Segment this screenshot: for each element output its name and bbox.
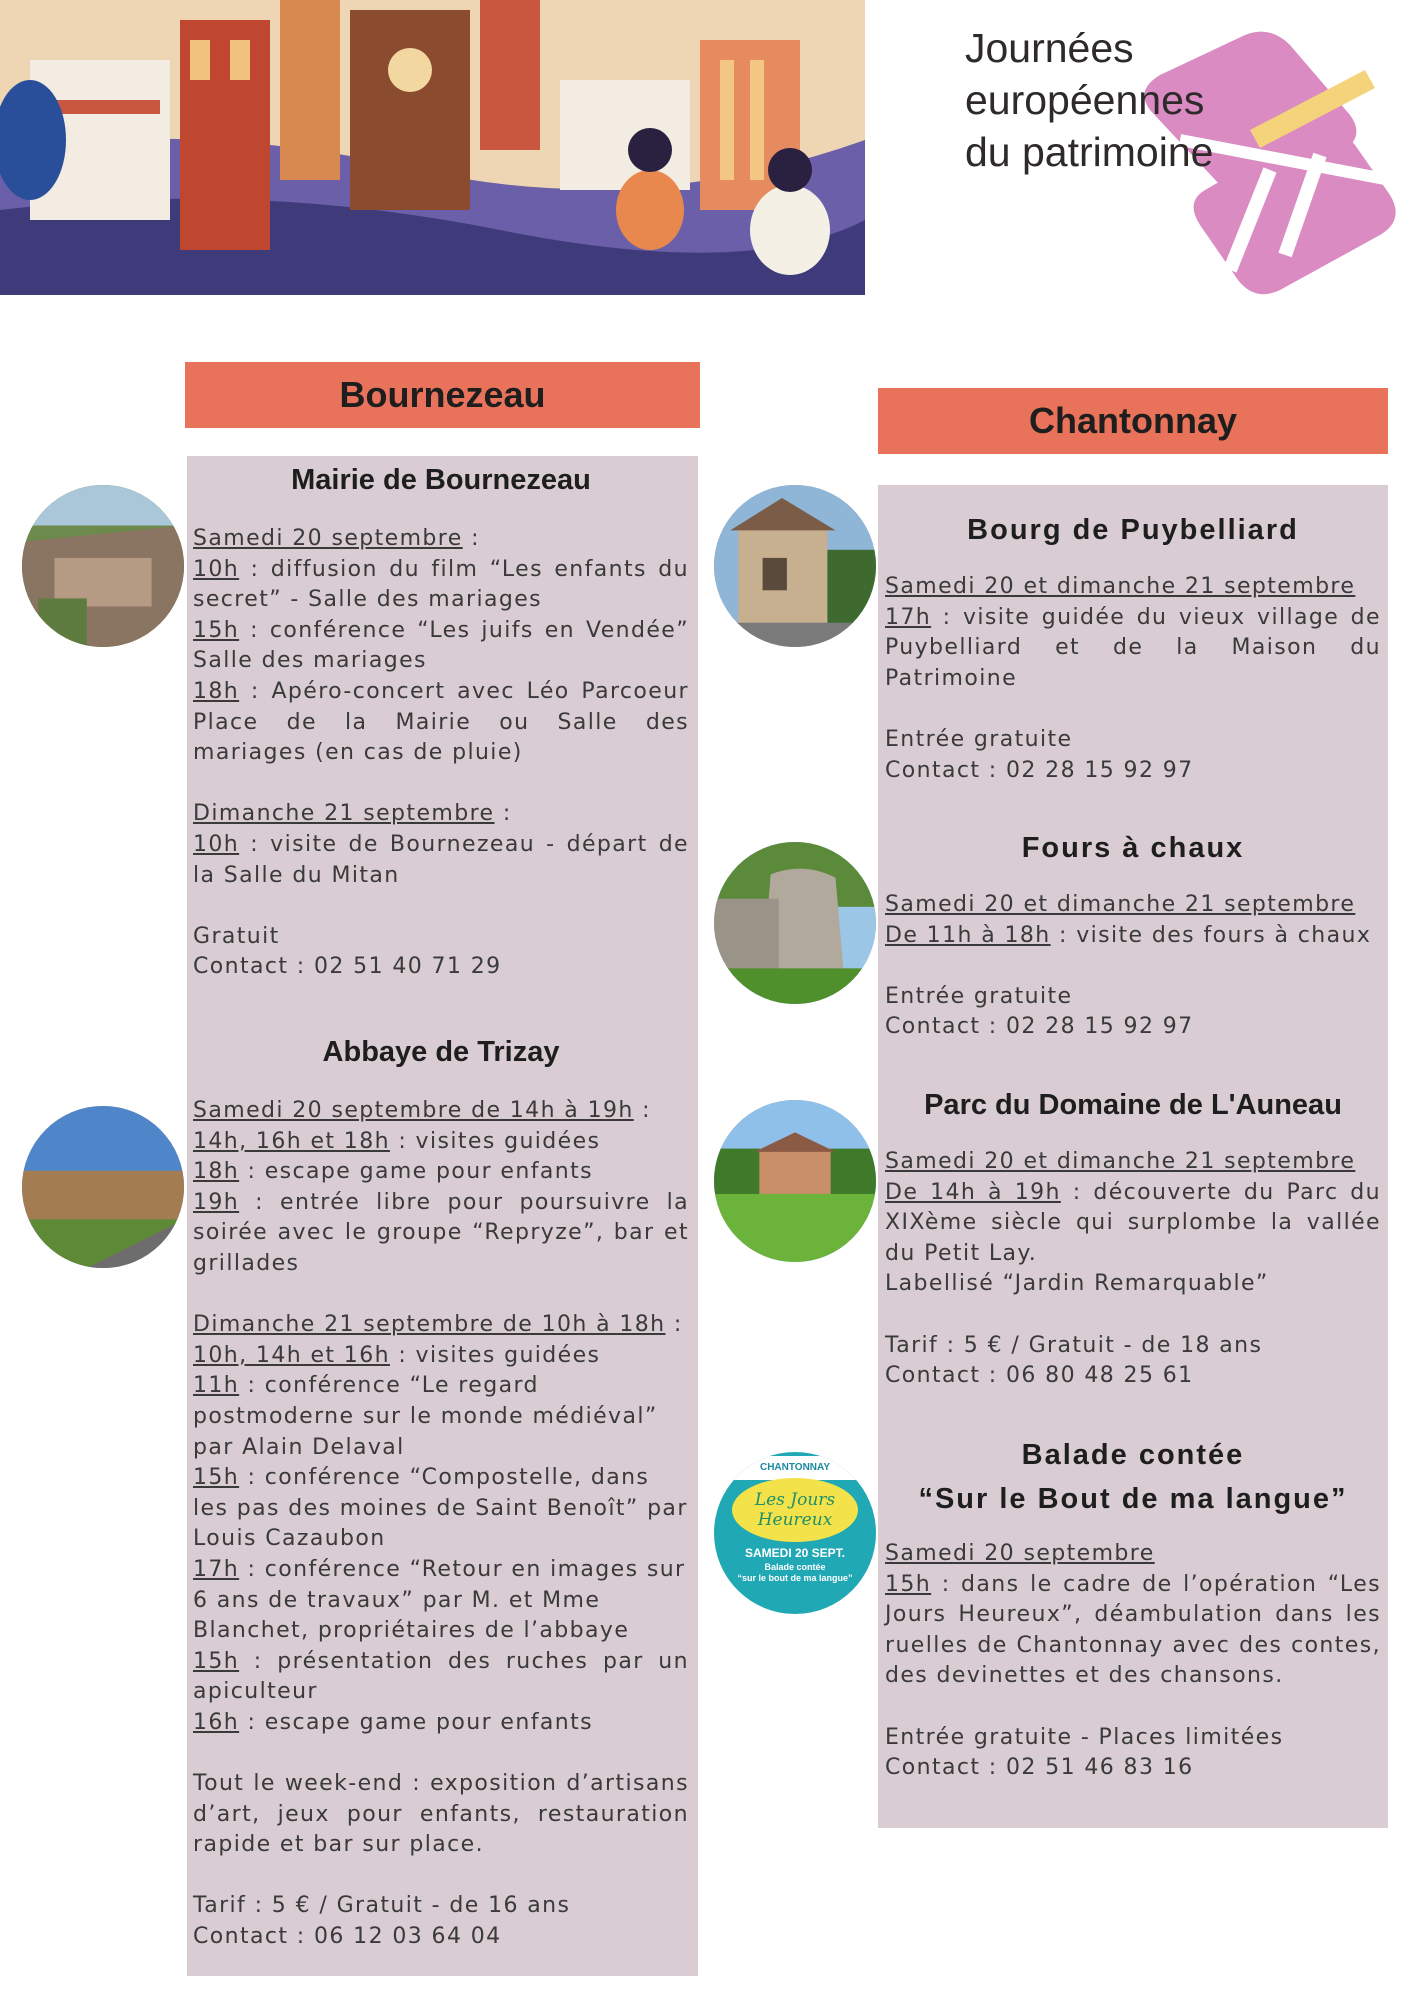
fours-date: Samedi 20 et dimanche 21 septembre xyxy=(885,892,1356,917)
auneau-date: Samedi 20 et dimanche 21 septembre xyxy=(885,1149,1356,1174)
trizay-sun-item: 17h : conférence “Retour en images sur 6 ans de travaux” par M. et Mme Blanchet, propriétaires de l’abbaye xyxy=(193,1556,686,1644)
balade-date: Samedi 20 septembre xyxy=(885,1541,1155,1566)
trizay-title: Abbaye de Trizay xyxy=(322,1036,560,1068)
poster-line-1: Balade contée xyxy=(764,1562,826,1572)
puybelliard-item: 17h : visite guidée du vieux village de Puybelliard et de la Maison du Patrimoine xyxy=(885,604,1381,691)
auneau-price: Tarif : 5 € / Gratuit - de 18 ans xyxy=(885,1332,1263,1358)
trizay-saturday-label: Samedi 20 septembre de 14h à 19h xyxy=(193,1098,634,1123)
puybelliard-contact: Contact : 02 28 15 92 97 xyxy=(885,757,1194,783)
mairie-sunday-label: Dimanche 21 septembre xyxy=(193,801,495,827)
header-illustration xyxy=(0,0,865,295)
poster-line-2: “sur le bout de ma langue” xyxy=(737,1573,853,1583)
trizay-sun-item: 16h : escape game pour enfants xyxy=(193,1709,593,1735)
bournezeau-heading: Bournezeau xyxy=(185,362,700,428)
mairie-contact: Contact : 02 51 40 71 29 xyxy=(193,954,502,980)
trizay-abbey-photo xyxy=(22,1106,184,1268)
balade-price: Entrée gratuite - Places limitées xyxy=(885,1724,1284,1750)
trizay-block: Abbaye de Trizay Samedi 20 septembre de 14h à 19h : 14h, 16h et 18h : visites guidées 18h : escape game pour enfants 19h : entrée libre pour poursuivre la soirée avec le groupe “Repryze”, bar et grillades Dimanche 21 septembre de 10h à 18h : 10h, 14h et 16h : visites guidées 11h : conférence “Le regard postmoderne sur le monde médiéval” par Alain Delaval 15h : conférence “Compostelle, dans les pas des moines de Saint Benoît” par Louis Cazaubon 17h : conférence “Retour en images sur 6 ans de travaux” par M. et Mme Blanchet, propriétaires de l’abbaye 15h : présentation des ruches par un apiculteur 16h : escape game pour enfants Tout le week-end : exposition d’artisans d’art, jeux pour enfants, restauration rapide et bar sur place. Tarif : 5 € / Gratuit - de 16 ans Contact : 06 12 03 64 04 xyxy=(193,1030,689,1953)
puybelliard-village-photo xyxy=(714,485,876,647)
auneau-item: De 14h à 19h : découverte du Parc du XIXème siècle qui surplombe la vallée du Petit Lay. xyxy=(885,1179,1381,1266)
balade-item: 15h : dans le cadre de l’opération “Les Jours Heureux”, déambulation dans les ruelles de Chantonnay avec des contes, des devinettes et des chansons. xyxy=(885,1571,1381,1689)
auneau-contact: Contact : 06 80 48 25 61 xyxy=(885,1363,1194,1389)
balade-title-line-2: “Sur le Bout de ma langue” xyxy=(918,1483,1348,1515)
mairie-sat-item: 15h : conférence “Les juifs en Vendée” Salle des mariages xyxy=(193,617,689,674)
trizay-sat-item: 14h, 16h et 18h : visites guidées xyxy=(193,1128,601,1154)
mairie-price: Gratuit xyxy=(193,923,280,949)
jours-heureux-poster xyxy=(714,1452,876,1614)
chantonnay-heading: Chantonnay xyxy=(878,388,1388,454)
trizay-price: Tarif : 5 € / Gratuit - de 16 ans xyxy=(193,1893,571,1919)
lime-kilns-photo xyxy=(714,842,876,1004)
logo-line-1: Journées xyxy=(965,25,1134,71)
trizay-sun-item: 11h : conférence “Le regard postmoderne sur le monde médiéval” par Alain Delaval xyxy=(193,1373,658,1460)
trizay-sun-item: 15h : présentation des ruches par un apiculteur xyxy=(193,1648,689,1705)
mairie-sun-item: 10h : visite de Bournezeau - départ de la Salle du Mitan xyxy=(193,831,689,888)
bournezeau-aerial-photo xyxy=(22,485,184,647)
puybelliard-block xyxy=(885,508,1381,786)
fours-contact: Contact : 02 28 15 92 97 xyxy=(885,1014,1194,1040)
puybelliard-price: Entrée gratuite xyxy=(885,726,1073,752)
balade-title-line-1: Balade contée xyxy=(1021,1439,1245,1471)
mairie-saturday-label: Samedi 20 septembre xyxy=(193,526,463,551)
puybelliard-title: Bourg de Puybelliard xyxy=(967,514,1299,546)
puybelliard-date: Samedi 20 et dimanche 21 septembre xyxy=(885,574,1356,599)
fours-price: Entrée gratuite xyxy=(885,983,1073,1009)
poster-top-text: CHANTONNAY xyxy=(759,1462,830,1473)
trizay-sat-item: 19h : entrée libre pour poursuivre la soirée avec le groupe “Repryze”, bar et grillades xyxy=(193,1189,689,1276)
fours-block xyxy=(885,826,1381,1043)
trizay-sat-item: 18h : escape game pour enfants xyxy=(193,1159,593,1185)
trizay-weekend: Tout le week-end : exposition d’artisans d’art, jeux pour enfants, restauration rapide et bar sur place. xyxy=(193,1771,689,1858)
auneau-block xyxy=(885,1083,1381,1392)
trizay-sunday-label: Dimanche 21 septembre de 10h à 18h xyxy=(193,1312,666,1338)
mairie-sat-item: 18h : Apéro-concert avec Léo Parcoeur Place de la Mairie ou Salle des mariages (en cas de pluie) xyxy=(193,678,689,766)
balade-block xyxy=(885,1433,1381,1784)
logo-line-2: européennes xyxy=(965,77,1205,123)
auneau-park-photo xyxy=(714,1100,876,1262)
poster-script-title: Les Jours Heureux xyxy=(754,1490,836,1530)
event-logo-title xyxy=(965,22,1265,178)
fours-title: Fours à chaux xyxy=(1021,832,1245,864)
logo-line-3: du patrimoine xyxy=(965,129,1214,175)
trizay-contact: Contact : 06 12 03 64 04 xyxy=(193,1924,502,1950)
trizay-sun-item: 15h : conférence “Compostelle, dans les pas des moines de Saint Benoît” par Louis Cazaubon xyxy=(193,1465,688,1552)
trizay-sun-item: 10h, 14h et 16h : visites guidées xyxy=(193,1342,601,1368)
poster-date: SAMEDI 20 SEPT. xyxy=(744,1546,846,1560)
fours-item: De 11h à 18h : visite des fours à chaux xyxy=(885,922,1372,948)
auneau-label: Labellisé “Jardin Remarquable” xyxy=(885,1271,1269,1297)
mairie-title: Mairie de Bournezeau xyxy=(291,464,591,496)
mairie-sat-item: 10h : diffusion du film “Les enfants du secret” - Salle des mariages xyxy=(193,556,689,613)
mairie-block: Mairie de Bournezeau Samedi 20 septembre : 10h : diffusion du film “Les enfants du secret” - Salle des mariages 15h : conférence “Les juifs en Vendée” Salle des mariages 18h : Apéro-concert avec Léo Parcoeur Place de la Mairie ou Salle des mariages (en cas de pluie) Dimanche 21 septembre : 10h : visite de Bournezeau - départ de la Salle du Mitan Gratuit Contact : 02 51 40 71 29 xyxy=(193,458,689,983)
balade-contact: Contact : 02 51 46 83 16 xyxy=(885,1755,1194,1781)
auneau-title: Parc du Domaine de L'Auneau xyxy=(924,1089,1342,1121)
